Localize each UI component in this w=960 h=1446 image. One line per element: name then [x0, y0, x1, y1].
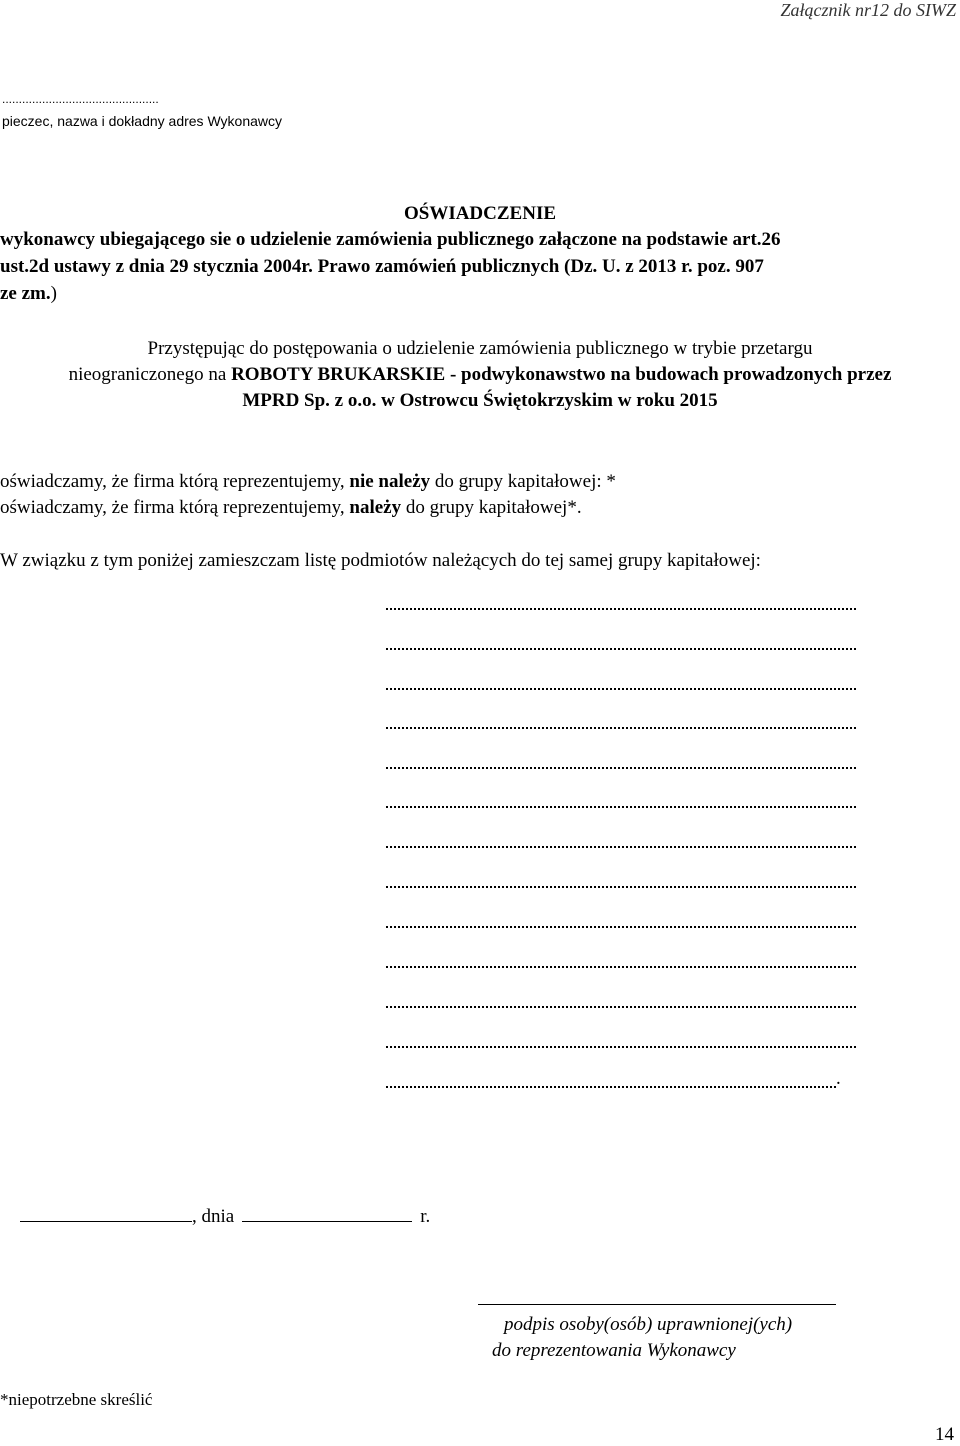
statement-1-prefix: oświadczamy, że firma którą reprezentujemy,	[0, 471, 350, 492]
intro-line-2-plain: nieograniczonego na	[68, 364, 232, 385]
fill-line	[386, 767, 856, 769]
statement-2-suffix: do grupy kapitałowej*.	[401, 497, 582, 518]
fill-line	[386, 648, 856, 650]
signature-blank	[478, 1304, 836, 1305]
fill-line	[386, 608, 856, 610]
signature-label-1: podpis osoby(osób) uprawnionej(ych)	[504, 1314, 793, 1335]
fill-line	[386, 846, 856, 848]
list-intro: W związku z tym poniżej zamieszczam listę podmiotów należących do tej samej grupy kapitałowej:	[0, 550, 761, 571]
intro-line-1: Przystępując do postępowania o udzielenie zamówienia publicznego w trybie przetargu	[147, 338, 813, 359]
statement-1-bold: nie należy	[349, 471, 431, 492]
title-line-3	[0, 283, 57, 305]
date-line	[20, 1206, 430, 1228]
signature-label-2: do reprezentowania Wykonawcy	[492, 1340, 736, 1361]
fill-line	[386, 926, 856, 928]
fill-line	[386, 688, 856, 690]
fill-line	[386, 1046, 856, 1048]
date-blank	[242, 1220, 412, 1222]
title-line-3-paren: )	[50, 283, 57, 304]
place-blank	[20, 1220, 192, 1222]
title-line-1: wykonawcy ubiegającego sie o udzielenie zamówienia publicznego załączone na podstawie art.26	[0, 229, 781, 250]
footnote: *niepotrzebne skreślić	[0, 1390, 153, 1409]
stamp-dots: ...............................................	[2, 92, 159, 106]
stamp-label: pieczec, nazwa i dokładny adres Wykonawcy	[2, 113, 283, 129]
fill-line	[386, 886, 856, 888]
title-line-2: ust.2d ustawy z dnia 29 stycznia 2004r. Prawo zamówień publicznych (Dz. U. z 2013 r. poz. 907	[0, 256, 764, 277]
intro-line-2	[0, 364, 960, 386]
statement-2-prefix: oświadczamy, że firma którą reprezentujemy,	[0, 497, 350, 518]
fill-line	[386, 806, 856, 808]
fill-line	[386, 966, 856, 968]
document-title: OŚWIADCZENIE	[403, 203, 557, 224]
statement-1-suffix: do grupy kapitałowej: *	[430, 471, 616, 492]
fill-line	[386, 727, 856, 729]
statement-member	[0, 497, 582, 519]
fill-line	[386, 1086, 836, 1088]
date-separator: , dnia	[192, 1206, 235, 1227]
intro-line-2-bold: ROBOTY BRUKARSKIE - podwykonawstwo na budowach prowadzonych przez	[231, 364, 892, 385]
intro-line-3: MPRD Sp. z o.o. w Ostrowcu Świętokrzyskim w roku 2015	[242, 390, 718, 411]
title-line-3-bold: ze zm.	[0, 283, 51, 304]
statement-2-bold: należy	[349, 497, 402, 518]
page-number: 14	[935, 1424, 954, 1445]
statement-not-member	[0, 471, 616, 493]
fill-line-last-period: .	[836, 1068, 841, 1089]
fill-line	[386, 1006, 856, 1008]
date-suffix: r.	[420, 1206, 431, 1227]
annex-label: Załącznik nr12 do SIWZ	[780, 0, 956, 20]
